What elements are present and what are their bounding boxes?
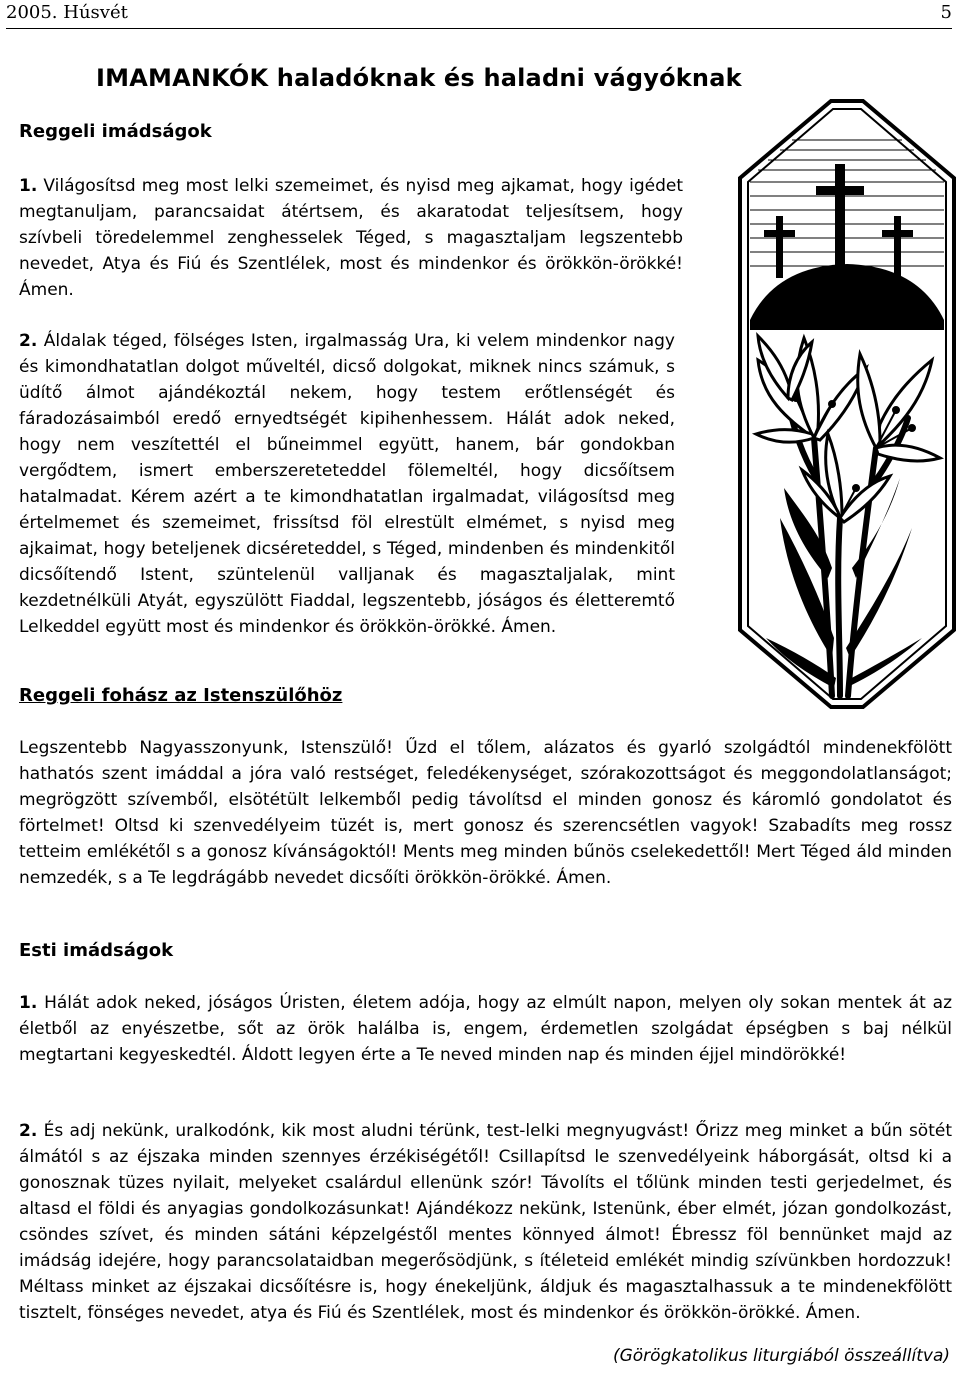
cross-icon — [882, 216, 913, 278]
prayer-text: Áldalak téged, fölséges Isten, irgalmasság Ura, ki velem mindenkor nagy és kimondhatatlan dolgot műveltél, dicső dolgokat, miknek nincs számuk, s üdítő álmot ajándékoztál nekem, hogy testem erőtlenségét és fáradozásaimból eredő ernyedtségét kipihenhessem. Hálát adok neked, hogy nem veszítettél el bűneimmel együtt, hanem, bár gondokban vergődtem, ismert emberszereteteddel fölemeltél, hogy dicsőítsem hatalmadat. Kérem azért a te kimondhatatlan irgalmadat, világosítsd meg értelmemet és szemeimet, frissítsd föl elrestült elmémet, s nyisd meg ajkaimat, hogy beteljenek dicséreteddel, s Téged, mindenben és mindenkitől dicsőítendő Istent, szüntelenül valljanak és magasztaljalak, mint kezdetnélküli Atyát, egyszülött Fiaddal, legszentebb, jóságos és életteremtő Lelkeddel együtt most és mindenkor és örökkön-örökké. Ámen. — [19, 331, 675, 637]
morning-prayer-2 — [19, 328, 675, 640]
prayer-number: 1. — [19, 993, 38, 1013]
crosses-and-lilies-illustration — [736, 98, 958, 710]
heading-mary-prayer: Reggeli fohász az Istenszülőhöz — [19, 685, 343, 706]
prayer-text: És adj nekünk, uralkodónk, kik most aludni térünk, test-lelki megnyugvást! Őrizz meg minket a bűn sötét álmától s az éjszaka minden szennyes érzékiségétől! Csillapítsd le szenvedélyeink háborgását, oltsd ki a gonosznak tüzes nyilait, melyeket csalárdul ellenünk szór! Távolíts el tőlünk minden testi gerjedelmet, és altasd el földi és anyagias gondolkozásunkat! Ajándékozz nekünk, Istenünk, éber elmét, józan gondolkozást, csöndes szívet, és minden sátáni képzelgéstől mentes könnyed álmot! Ébressz föl bennünket majd az imádság idejére, hogy parancsolataidban megerősödjünk, s ítéleteid emlékét mindig szívünkben hordozzuk! Méltass minket az éjszakai dicsőítésre is, hogy énekeljünk, áldjuk és magasztalhassuk a te mindenekfölött tisztelt, fönséges nevedet, atya és Fiú és Szentlélek, most és mindenkor és örökkön-örökké. Ámen. — [19, 1121, 952, 1323]
cross-icon — [764, 216, 795, 278]
page-title: IMAMANKÓK haladóknak és haladni vágyóknak — [96, 64, 742, 92]
mary-prayer: Legszentebb Nagyasszonyunk, Istenszülő! Űzd el tőlem, alázatos és gyarló szolgádtól mindenekfölött hathatós szent imáddal a jóra való restséget, feledékenységet, szórakozottságot és meggondolatlanságot; megrögzött szívemből, elsötétült lelkemből pedig távolítsd el minden gonosz és káromló gondolatot és förtelmet! Oltsd ki szenvedélyeim tüzét is, mert gonosz és szerencsétlen vagyok! Szabadíts meg rossz tetteim emlékétől s a gonosz kívánságoktól! Ments meg minden bűnös cselekedettől! Mert Téged áld minden nemzedék, s a Te legdrágább nevedet dicsőíti örökkön-örökké. Ámen. — [19, 738, 952, 888]
heading-morning-prayers: Reggeli imádságok — [19, 121, 212, 142]
header-issue: 2005. Húsvét — [6, 2, 128, 23]
prayer-text: Világosítsd meg most lelki szemeimet, és nyisd meg ajkamat, hogy igédet megtanuljam, parancsaidat átértsem, és akaratodat teljesítsem, hogy szívbeli töredelemmel zenghesselek Téged, s magasztaljam legszentebb nevedet, Atya és Fiú és Szentlélek, most és mindenkor és örökkön-örökké! Ámen. — [19, 176, 683, 300]
morning-prayer-1 — [19, 173, 683, 303]
cross-icon — [816, 164, 864, 272]
page-header — [6, 0, 952, 29]
prayer-number: 2. — [19, 1121, 38, 1141]
prayer-number: 2. — [19, 331, 38, 351]
source-credit: (Görögkatolikus liturgiából összeállítva) — [612, 1346, 950, 1366]
heading-evening-prayers: Esti imádságok — [19, 940, 174, 961]
evening-prayer-1 — [19, 990, 952, 1068]
page-number: 5 — [940, 2, 952, 23]
prayer-number: 1. — [19, 176, 38, 196]
prayer-text: Hálát adok neked, jóságos Úristen, életem adója, hogy az elmúlt napon, melyen oly sokan mentek át az életből az enyészetbe, sőt az örök halálba is, engem, érdemetlen szolgádat épségben s baj nélkül megtartani kegyeskedtél. Áldott legyen érte a Te neved minden nap és minden éjjel mindörökké! — [19, 993, 952, 1065]
evening-prayer-2 — [19, 1118, 952, 1326]
